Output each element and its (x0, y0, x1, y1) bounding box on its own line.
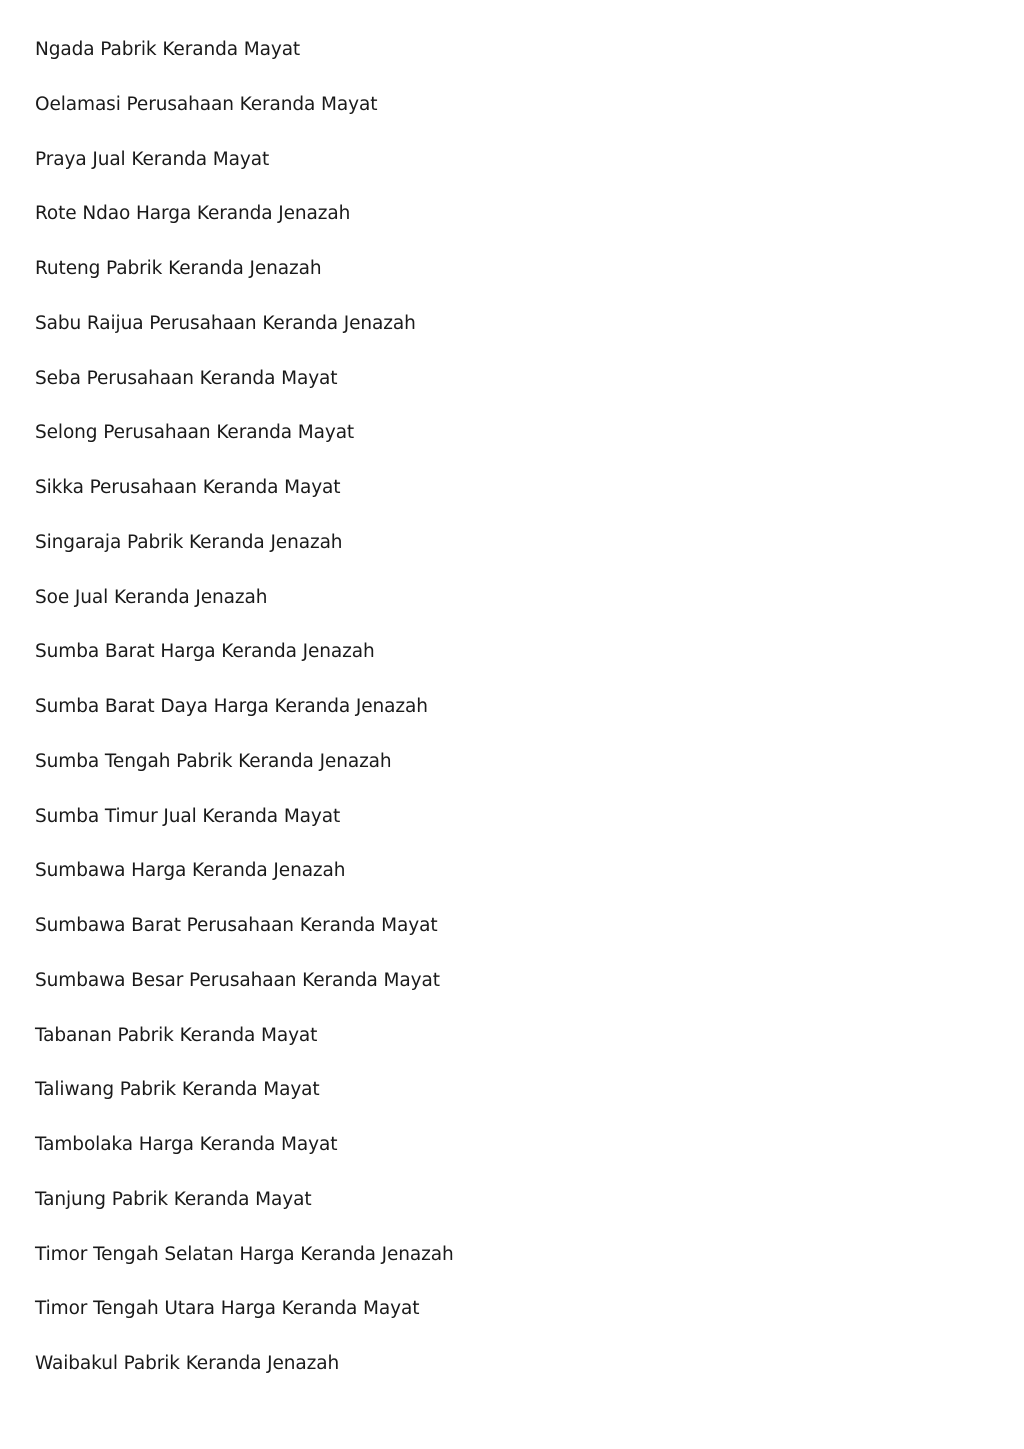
list-item: Tanjung Pabrik Keranda Mayat (35, 1188, 312, 1210)
list-item: Selong Perusahaan Keranda Mayat (35, 422, 355, 444)
list-item: Taliwang Pabrik Keranda Mayat (35, 1079, 320, 1101)
list-item: Timor Tengah Utara Harga Keranda Mayat (35, 1298, 420, 1320)
list-item: Waibakul Pabrik Keranda Jenazah (35, 1353, 340, 1374)
list-item: Sumbawa Harga Keranda Jenazah (35, 860, 346, 882)
list-item: Singaraja Pabrik Keranda Jenazah (35, 531, 343, 553)
list-item: Praya Jual Keranda Mayat (35, 148, 270, 170)
list-item: Sumbawa Barat Perusahaan Keranda Mayat (35, 915, 438, 936)
list-item: Sumbawa Besar Perusahaan Keranda Mayat (35, 969, 440, 991)
list-item: Seba Perusahaan Keranda Mayat (35, 367, 338, 389)
list-item: Sikka Perusahaan Keranda Mayat (35, 477, 341, 498)
location-list (35, 36, 454, 1405)
list-item: Oelamasi Perusahaan Keranda Mayat (35, 93, 378, 115)
list-item: Sabu Raijua Perusahaan Keranda Jenazah (35, 312, 416, 334)
list-item: Tabanan Pabrik Keranda Mayat (35, 1024, 318, 1046)
list-item: Sumba Tengah Pabrik Keranda Jenazah (35, 750, 392, 772)
list-item: Rote Ndao Harga Keranda Jenazah (35, 203, 351, 225)
list-item: Sumba Barat Harga Keranda Jenazah (35, 641, 375, 663)
list-item: Ruteng Pabrik Keranda Jenazah (35, 258, 322, 279)
list-item: Sumba Timur Jual Keranda Mayat (35, 805, 341, 827)
list-item: Timor Tengah Selatan Harga Keranda Jenazah (35, 1243, 454, 1265)
list-item: Soe Jual Keranda Jenazah (35, 586, 268, 608)
list-item: Sumba Barat Daya Harga Keranda Jenazah (35, 696, 428, 717)
list-item: Tambolaka Harga Keranda Mayat (35, 1134, 338, 1155)
list-item: Ngada Pabrik Keranda Mayat (35, 39, 301, 60)
